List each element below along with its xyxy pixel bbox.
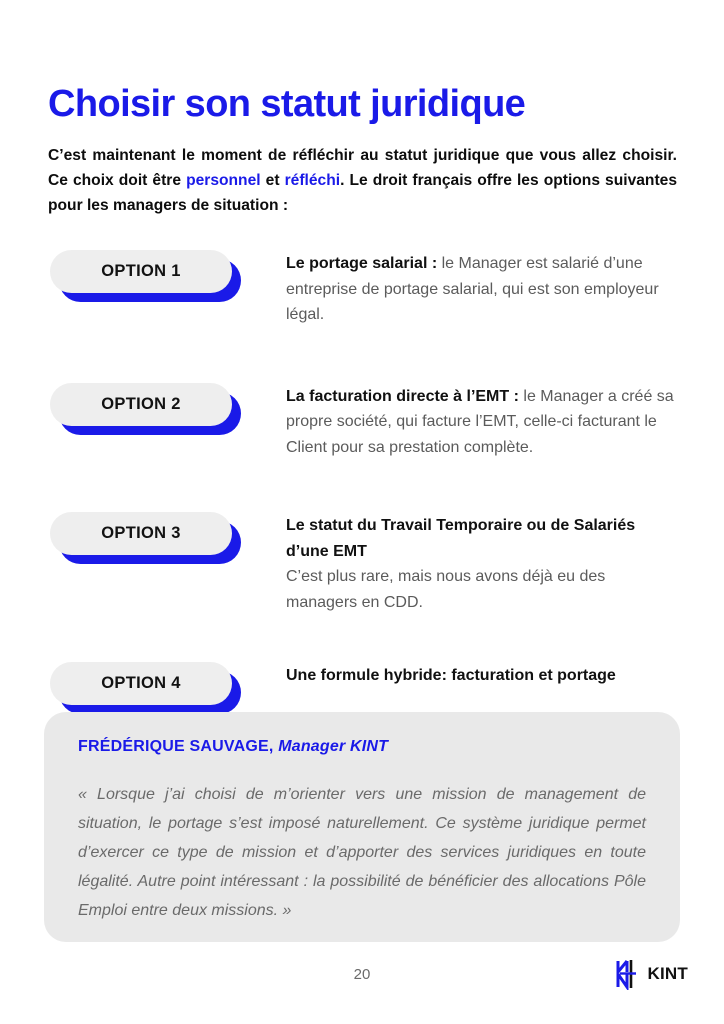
page-title: Choisir son statut juridique: [48, 83, 526, 126]
options-list: [0, 250, 724, 714]
intro-text-part3: . Le droit français offre les options suivantes pour les managers de situation :: [48, 171, 677, 214]
testimonial-author-role: Manager KINT: [278, 738, 389, 755]
option-lead-4: Une formule hybride: facturation et portage: [286, 667, 616, 684]
logo-wordmark: KINT: [647, 964, 688, 983]
option-badge-2: [50, 383, 246, 435]
option-body-1: le Manager est salarié d’une entreprise de portage salarial, qui est son employeur légal.: [286, 255, 659, 323]
testimonial-box: [44, 712, 680, 942]
badge-label: OPTION 1: [101, 262, 181, 280]
option-lead-1: Le portage salarial :: [286, 255, 438, 272]
option-body-2: le Manager a créé sa propre société, qui facture l’EMT, celle-ci facturant le Client pour sa prestation complète.: [286, 387, 674, 456]
footer-logo: [615, 958, 688, 990]
intro-highlight-personnel: personnel: [186, 171, 261, 189]
badge-face: [50, 512, 232, 555]
kint-monogram-icon: [615, 958, 645, 990]
badge-face: [50, 250, 232, 293]
badge-label: OPTION 3: [101, 524, 181, 542]
option-row: [0, 383, 724, 461]
option-description-2: [286, 383, 678, 461]
intro-paragraph: [48, 143, 677, 218]
option-badge-4: [50, 662, 246, 714]
option-lead-3: Le statut du Travail Temporaire ou de Salariés d’une EMT: [286, 517, 636, 560]
testimonial-author-name: FRÉDÉRIQUE SAUVAGE,: [78, 738, 274, 755]
testimonial-quote: « Lorsque j’ai choisi de m’orienter vers une mission de management de situation, le portage s’est imposé naturellement. Ce système juridique permet d’exercer ce type de mission et d’apporter des services juridiques en toute légalité. Autre point intéressant : la possibilité de bénéficier des allocations Pôle Emploi entre deux missions. »: [78, 786, 646, 919]
badge-label: OPTION 4: [101, 674, 181, 692]
option-badge-3: [50, 512, 246, 564]
option-badge-1: [50, 250, 246, 302]
intro-text-part1: C’est maintenant le moment de réfléchir au statut juridique que vous allez choisir. Ce choix doit être: [48, 146, 677, 189]
option-body-3: C’est plus rare, mais nous avons déjà eu des managers en CDD.: [286, 568, 606, 611]
intro-text-part2: et: [260, 171, 285, 189]
option-row: [0, 512, 724, 615]
testimonial-author: [78, 738, 646, 756]
option-row: [0, 250, 724, 328]
badge-face: [50, 662, 232, 705]
page-number: 20: [353, 966, 371, 983]
option-row: [0, 662, 724, 714]
option-lead-2: La facturation directe à l’EMT :: [286, 387, 519, 405]
option-description-4: [286, 662, 678, 689]
intro-highlight-reflechi: réfléchi: [284, 171, 341, 189]
badge-face: [50, 383, 232, 426]
option-description-1: [286, 250, 678, 328]
option-description-3: [286, 512, 678, 615]
badge-label: OPTION 2: [101, 394, 181, 413]
